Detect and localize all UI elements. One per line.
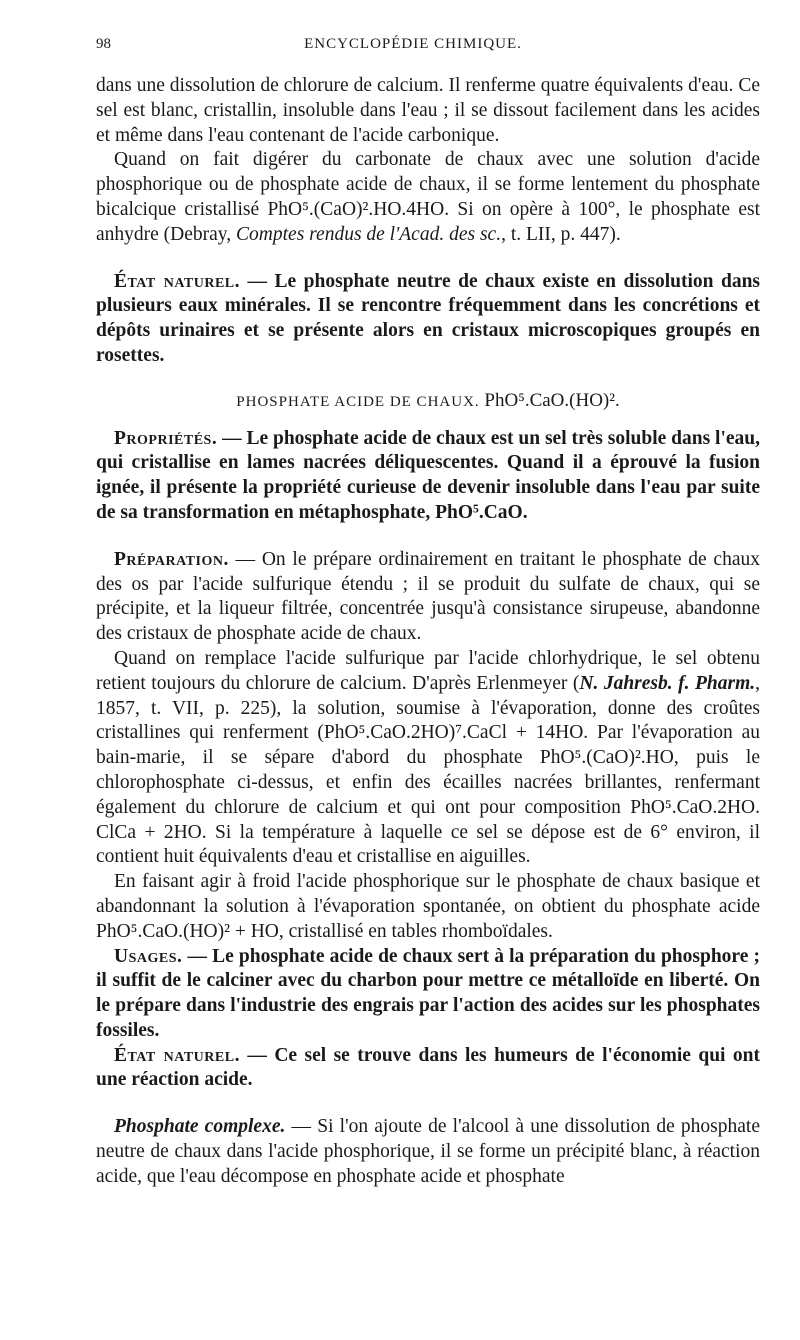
paragraph-phosphate-complexe: Phosphate complexe. — Si l'on ajoute de l'alcool à une dissolution de phosphate neutre de chaux dans l'acide phosphorique, il se forme un précipité blanc, à réaction acide, que l'eau décompose en phosphate acide et phosphate (96, 1116, 760, 1187)
paragraph-usages: Usages. — Le phosphate acide de chaux sert à la préparation du phosphore ; il suffit de le calciner avec du charbon pour mettre ce métalloïde en liberté. On le prépare dans l'industrie des engrais par l'action des acides sur les phosphates fossiles. (96, 945, 760, 1041)
section-label-proprietes: Propriétés. (114, 427, 218, 449)
running-title: ENCYCLOPÉDIE CHIMIQUE. (304, 36, 522, 52)
section-label-usages: Usages. (114, 945, 183, 967)
paragraph-etat-naturel-1: État naturel. — Le phosphate neutre de chaux existe en dissolution dans plusieurs eaux minérales. Il se rencontre fréquemment dans les concrétions et dépôts urinaires et se présente alors en cristaux microscopiques groupés en rosettes. (96, 270, 760, 366)
citation-comptes-rendus: Comptes rendus de l'Acad. des sc. (236, 223, 502, 245)
paragraph-preparation: Préparation. — On le prépare ordinairement en traitant le phosphate de chaux des os par l'acide sulfurique étendu ; il se produit du sulfate de chaux, qui se précipite, et la liqueur filtrée, concentrée jusqu'à consistance sirupeuse, abandonne des cristaux de phosphate acide de chaux. (96, 548, 760, 645)
paragraph-digerer: Quand on fait digérer du carbonate de chaux avec une solution d'acide phosphorique ou de phosphate acide de chaux, il se forme lentement du phosphate bicalcique cristallisé PhO⁵.(CaO)².HO.4HO. Si on opère à 100°, le phosphate est anhydre (Debray, Comptes rendus de l'Acad. des sc., t. LII, p. 447). (96, 149, 760, 245)
paragraph-chlorure: dans une dissolution de chlorure de calcium. Il renferme quatre équivalents d'eau. Ce sel est blanc, cristallin, insoluble dans l'eau ; il se dissout facilement dans les acides et même dans l'eau contenant de l'acide carbonique. (96, 75, 760, 146)
page-header (96, 36, 760, 74)
paragraph-froid: En faisant agir à froid l'acide phosphorique sur le phosphate de chaux basique et abandonnant la solution à l'évaporation spontanée, on obtient du phosphate acide PhO⁵.CaO.(HO)² + HO, cristallisé en tables rhomboïdales. (96, 871, 760, 942)
paragraph-etat-naturel-2: État naturel. — Ce sel se trouve dans les humeurs de l'économie qui ont une réaction acide. (96, 1044, 760, 1091)
section-label-etat-naturel-2: État naturel. (114, 1044, 240, 1066)
section-label-preparation: Préparation. (114, 548, 229, 570)
paragraph-proprietes: Propriétés. — Le phosphate acide de chaux est un sel très soluble dans l'eau, qui cristallise en lames nacrées déliquescentes. Quand il a éprouvé la fusion ignée, il présente la propriété curieuse de devenir insoluble dans l'eau par suite de sa transformation en métaphosphate, PhO⁵.CaO. (96, 427, 761, 523)
section-label-phosphate-complexe: Phosphate complexe. (114, 1116, 286, 1138)
section-title-label: PHOSPHATE ACIDE DE CHAUX. (236, 393, 480, 410)
section-label-etat-naturel: État naturel. (114, 270, 241, 292)
paragraph-chlorhydrique: Quand on remplace l'acide sulfurique par l'acide chlorhydrique, le sel obtenu retient toujours du chlorure de calcium. D'après Erlenmeyer (N. Jahresb. f. Pharm., 1857, t. VII, p. 225), la solution, soumise à l'évaporation, donne des croûtes cristallines qui renferment (PhO⁵.CaO.2HO)⁷.CaCl + 14HO. Par l'évaporation au bain-marie, il se sépare d'abord du phosphate PhO⁵.(CaO)².HO, puis le chlorophosphate ci-dessus, et enfin des écailles nacrées brillantes, renfermant également du chlorure de calcium et qui ont pour composition PhO⁵.CaO.2HO. ClCa + 2HO. Si la température à laquelle ce sel se dépose est de 6° environ, il contient huit équivalents d'eau et cristallise en aiguilles. (96, 647, 760, 868)
page-number: 98 (96, 36, 111, 52)
section-title-formula: PhO⁵.CaO.(HO)². (484, 389, 620, 411)
page-body (96, 74, 760, 1190)
citation-jahresb: N. Jahresb. f. Pharm. (579, 672, 756, 694)
section-title-phosphate-acide (96, 389, 760, 415)
